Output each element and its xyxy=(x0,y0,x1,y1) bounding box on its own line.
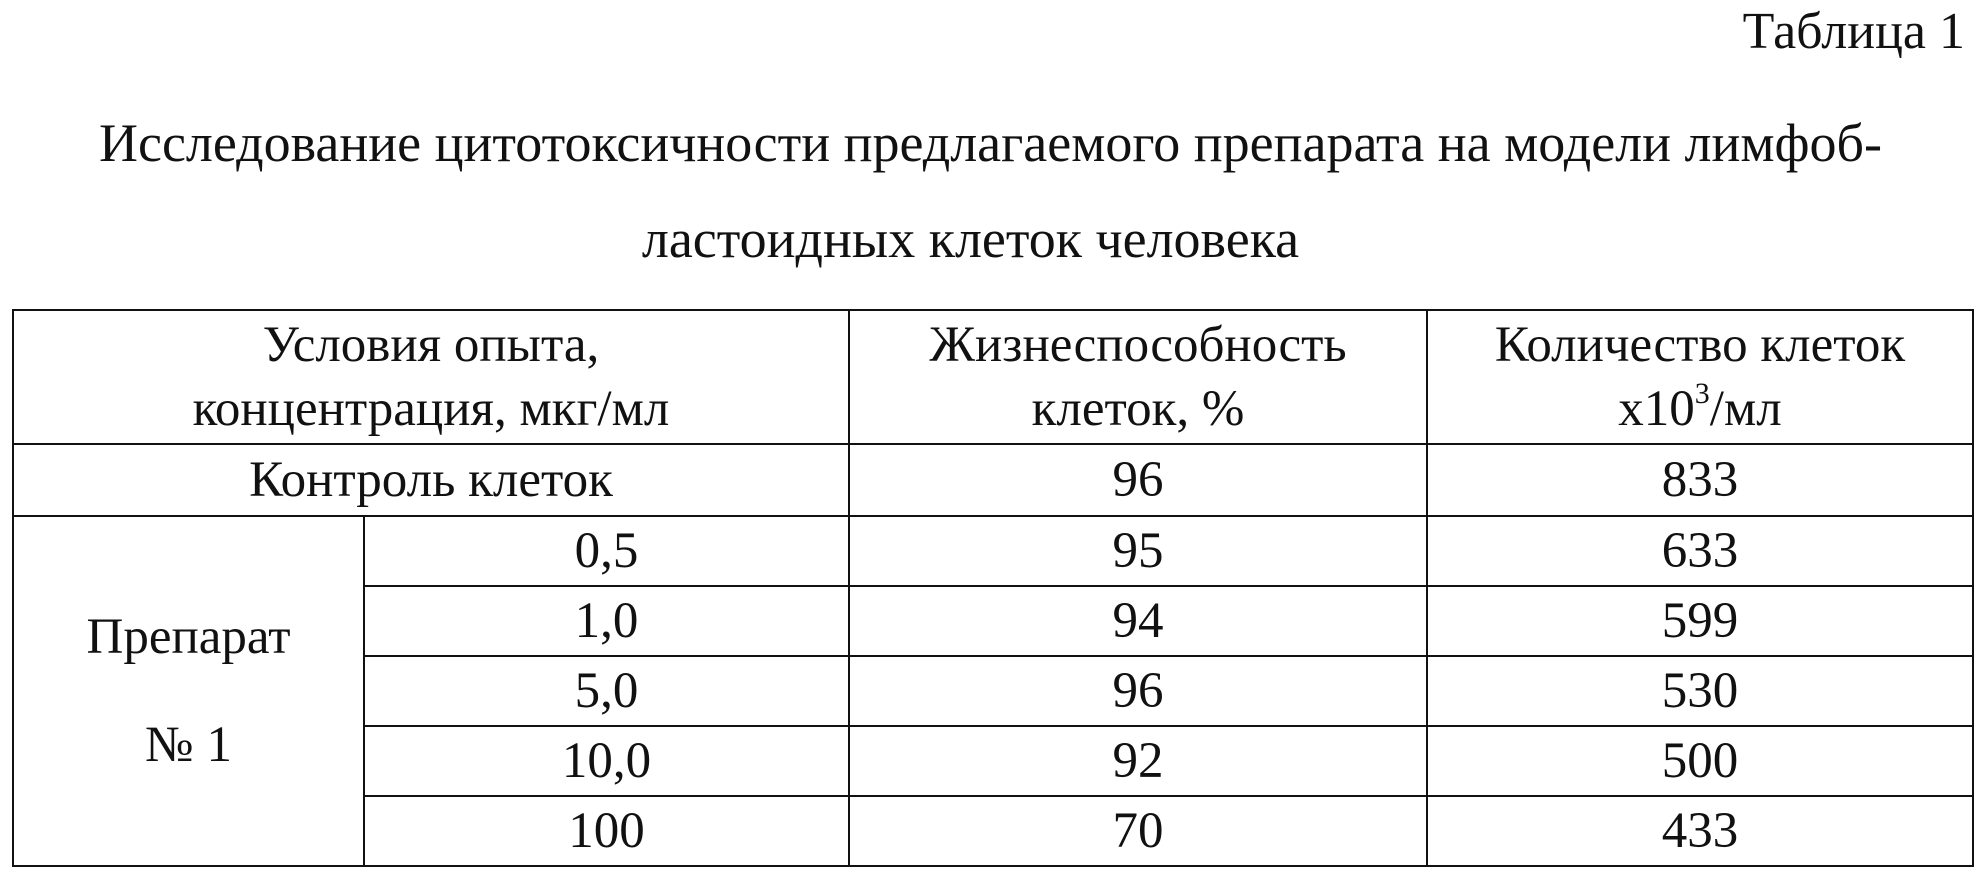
count-cell: 530 xyxy=(1427,656,1973,726)
table-label: Таблица 1 xyxy=(1742,3,1965,60)
viability-cell: 94 xyxy=(849,586,1427,656)
header-count xyxy=(1427,310,1973,444)
control-label-cell: Контроль клеток xyxy=(13,444,849,516)
header-count-exponent: 3 xyxy=(1694,377,1710,410)
document-title-line-2: ластоидных клеток человека xyxy=(641,209,1300,269)
drug-name-cell xyxy=(13,516,364,866)
count-cell: 633 xyxy=(1427,516,1973,586)
drug-name-line-1: Препарат xyxy=(86,609,291,665)
concentration-cell: 5,0 xyxy=(364,656,849,726)
count-cell: 433 xyxy=(1427,796,1973,866)
concentration-cell: 100 xyxy=(364,796,849,866)
table-row-control xyxy=(13,444,1973,516)
viability-cell: 92 xyxy=(849,726,1427,796)
drug-name-line-2: № 1 xyxy=(145,717,232,773)
concentration-cell: 10,0 xyxy=(364,726,849,796)
document-title-line-1: Исследование цитотоксичности предлагаемого препарата на модели лимфоб- xyxy=(99,113,1882,173)
table-row xyxy=(13,516,1973,586)
header-count-line-2 xyxy=(1428,377,1972,441)
header-count-line-1: Количество клеток xyxy=(1494,317,1906,373)
concentration-cell: 1,0 xyxy=(364,586,849,656)
header-count-suffix: /мл xyxy=(1709,381,1782,437)
header-viability-line-1: Жизнеспособность xyxy=(929,317,1347,373)
control-count-cell: 833 xyxy=(1427,444,1973,516)
viability-cell: 95 xyxy=(849,516,1427,586)
control-viability-cell: 96 xyxy=(849,444,1427,516)
header-count-prefix: x10 xyxy=(1618,381,1695,437)
header-viability xyxy=(849,310,1427,444)
viability-cell: 96 xyxy=(849,656,1427,726)
concentration-cell: 0,5 xyxy=(364,516,849,586)
header-conditions xyxy=(13,310,849,444)
viability-cell: 70 xyxy=(849,796,1427,866)
count-cell: 599 xyxy=(1427,586,1973,656)
header-row xyxy=(13,310,1973,444)
header-conditions-line-1: Условия опыта, xyxy=(262,317,600,373)
header-viability-line-2: клеток, % xyxy=(1031,381,1245,437)
count-cell: 500 xyxy=(1427,726,1973,796)
cytotoxicity-table xyxy=(12,309,1974,867)
header-conditions-line-2: концентрация, мкг/мл xyxy=(192,381,670,437)
